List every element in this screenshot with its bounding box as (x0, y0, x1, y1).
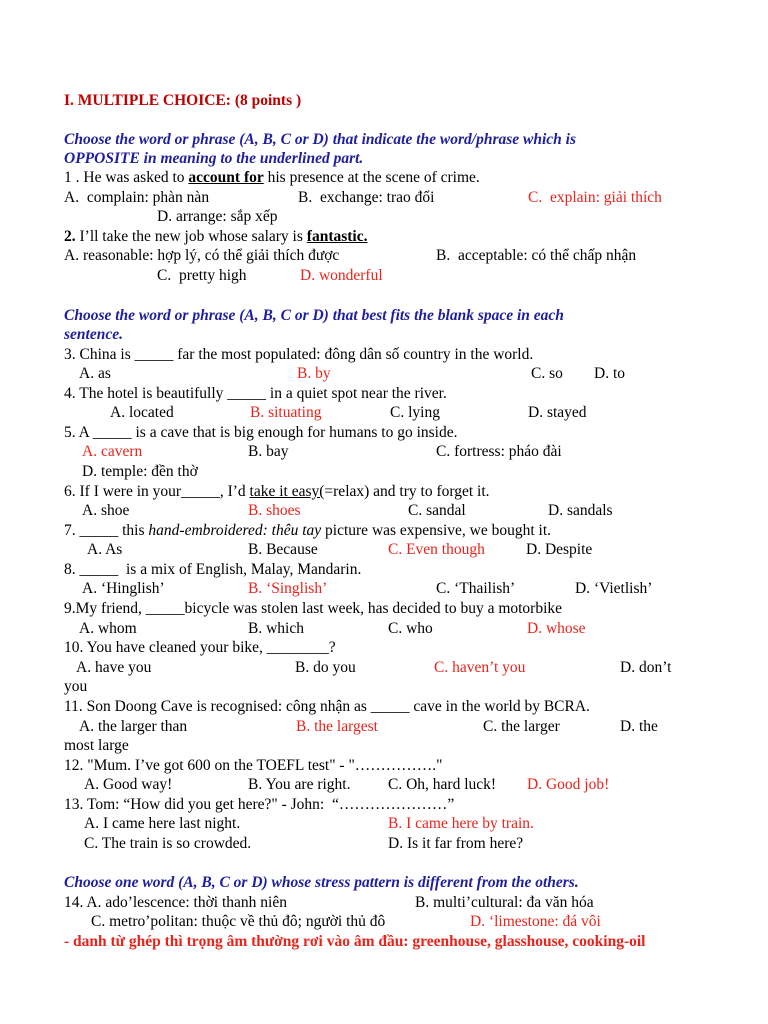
question-1-pre: 1 . He was asked to (64, 169, 189, 186)
instruction-opposite-line2: OPPOSITE in meaning to the underlined part. (64, 150, 364, 167)
question-10-option-c-answer: C. haven’t you (434, 659, 526, 676)
question-5-stem: 5. A _____ is a cave that is big enough for humans to go inside. (64, 424, 458, 441)
question-2-number: 2. (64, 228, 76, 245)
question-12-stem: 12. "Mum. I’ve got 600 on the TOEFL test" - "……………." (64, 757, 443, 774)
question-5-option-b: B. bay (248, 443, 289, 460)
question-7-option-c-answer: C. Even though (388, 541, 485, 558)
question-11-option-d-wrap: most large (64, 737, 129, 754)
question-7-italic: hand-embroidered: thêu tay (148, 522, 322, 539)
question-11-options (79, 717, 699, 736)
question-14-option-b: B. multi’cultural: đa văn hóa (415, 894, 594, 911)
question-2-option-d-answer: D. wonderful (300, 267, 383, 284)
stress-rule-note: - danh từ ghép thì trọng âm thường rơi vào âm đầu: greenhouse, glasshouse, cooking-oil (64, 933, 646, 950)
question-1-option-a: A. complain: phàn nàn (64, 189, 210, 206)
question-11-option-a: A. the larger than (79, 718, 188, 735)
question-9-options (79, 619, 719, 638)
question-14-option-c: C. metro’politan: thuộc về thủ đô; người thủ đô (91, 913, 386, 930)
question-6-post: =relax) and try to forget it. (324, 483, 490, 500)
question-6-pre: 6. If I were in your_____, I’d (64, 483, 250, 500)
question-8-option-b-answer: B. ‘Singlish’ (248, 580, 328, 597)
question-4-options (110, 403, 710, 422)
instruction-blank-line1: Choose the word or phrase (A, B, C or D) that best fits the blank space in each (64, 307, 564, 324)
question-6-stem (64, 482, 490, 501)
question-3-options (79, 364, 739, 383)
question-8-option-c: C. ‘Thailish’ (436, 580, 516, 597)
question-13-options-row2 (84, 834, 704, 853)
question-8-option-a: A. ‘Hinglish’ (82, 580, 165, 597)
question-12-option-b: B. You are right. (248, 776, 351, 793)
question-7-stem (64, 521, 551, 540)
question-4-option-c: C. lying (390, 404, 440, 421)
question-9-option-a: A. whom (79, 620, 137, 637)
question-10-option-b: B. do you (295, 659, 356, 676)
question-11-option-c: C. the larger (483, 718, 560, 735)
question-3-option-c: C. so (531, 365, 563, 382)
question-13-option-a: A. I came here last night. (84, 815, 241, 832)
question-6-underlined: take it easy( (249, 483, 325, 500)
question-6-option-d: D. sandals (548, 502, 613, 519)
question-4-option-d: D. stayed (528, 404, 587, 421)
question-13-options-row1 (84, 814, 704, 833)
question-5-option-d: D. temple: đền thờ (82, 463, 198, 480)
question-10-stem: 10. You have cleaned your bike, ________? (64, 639, 336, 656)
question-2-options-row1 (64, 246, 744, 265)
question-7-option-d: D. Despite (526, 541, 593, 558)
question-10-option-a: A. have you (76, 659, 152, 676)
question-3-option-a: A. as (79, 365, 111, 382)
section-title: I. MULTIPLE CHOICE: (8 points ) (64, 92, 302, 109)
instruction-opposite-line1: Choose the word or phrase (A, B, C or D) that indicate the word/phrase which is (64, 131, 577, 148)
question-7-post: picture was expensive, we bought it. (321, 522, 552, 539)
question-14-options-row2 (91, 912, 711, 931)
question-3-option-d: D. to (594, 365, 625, 382)
question-12-options (84, 775, 704, 794)
question-7-option-b: B. Because (248, 541, 318, 558)
question-11-option-b-answer: B. the largest (296, 718, 378, 735)
question-3-option-b-answer: B. by (297, 365, 331, 382)
question-2-underlined: fantastic. (306, 228, 368, 245)
question-11-stem: 11. Son Doong Cave is recognised: công nhận as _____ cave in the world by BCRA. (64, 698, 590, 715)
question-4-stem: 4. The hotel is beautifully _____ in a quiet spot near the river. (64, 385, 447, 402)
question-1-option-c-answer: C. explain: giải thích (528, 189, 662, 206)
question-8-option-d: D. ‘Vietlish’ (575, 580, 653, 597)
instruction-blank-line2: sentence. (64, 326, 123, 343)
question-5-option-c: C. fortress: pháo đài (436, 443, 562, 460)
question-2-option-b: B. acceptable: có thể chấp nhận (436, 247, 637, 264)
question-5-options (82, 442, 722, 461)
question-12-option-c: C. Oh, hard luck! (388, 776, 497, 793)
question-9-option-b: B. which (248, 620, 304, 637)
question-6-option-b-answer: B. shoes (248, 502, 301, 519)
question-13-option-c: C. The train is so crowded. (84, 835, 252, 852)
question-1-stem (64, 168, 480, 187)
question-2-pre: I’ll take the new job whose salary is (75, 228, 307, 245)
question-10-option-d-wrap: you (64, 678, 88, 695)
question-2-stem (64, 227, 367, 246)
question-10-option-d: D. don’t (620, 659, 672, 676)
question-5-option-a-answer: A. cavern (82, 443, 143, 460)
question-4-option-a: A. located (110, 404, 174, 421)
question-2-option-c: C. pretty high (157, 267, 247, 284)
question-13-option-d: D. Is it far from here? (388, 835, 524, 852)
question-13-stem: 13. Tom: “How did you get here?" - John: “…………………” (64, 796, 455, 813)
question-3-stem: 3. China is _____ far the most populated: đông dân số country in the world. (64, 346, 534, 363)
question-7-pre: 7. _____ this (64, 522, 149, 539)
question-12-option-a: A. Good way! (84, 776, 173, 793)
question-6-options (82, 501, 722, 520)
question-2-options-row2 (157, 266, 657, 285)
question-13-option-b-answer: B. I came here by train. (388, 815, 534, 832)
question-14-options-row1 (64, 893, 714, 912)
question-1-underlined: account for (188, 169, 264, 186)
question-14-option-a: 14. A. ado’lescence: thời thanh niên (64, 894, 287, 911)
question-1-post: his presence at the scene of crime. (263, 169, 480, 186)
question-12-option-d-answer: D. Good job! (527, 776, 610, 793)
question-2-option-a: A. reasonable: hợp lý, có thể giải thích được (64, 247, 340, 264)
question-11-option-d: D. the (620, 718, 658, 735)
question-1-options-row1 (64, 188, 744, 207)
question-6-option-c: C. sandal (408, 502, 466, 519)
question-7-option-a: A. As (87, 541, 123, 558)
question-8-stem: 8. _____ is a mix of English, Malay, Mandarin. (64, 561, 362, 578)
question-10-options (76, 658, 696, 677)
question-14-option-d-answer: D. ‘limestone: đá vôi (470, 913, 601, 930)
question-6-option-a: A. shoe (82, 502, 130, 519)
question-8-options (82, 579, 722, 598)
question-9-option-c: C. who (388, 620, 433, 637)
question-9-stem: 9.My friend, _____bicycle was stolen last week, has decided to buy a motorbike (64, 600, 563, 617)
question-1-option-b: B. exchange: trao đổi (298, 189, 435, 206)
question-4-option-b-answer: B. situating (250, 404, 322, 421)
question-7-options (87, 540, 727, 559)
question-9-option-d-answer: D. whose (527, 620, 586, 637)
question-1-option-d: D. arrange: sắp xếp (157, 208, 278, 225)
instruction-stress: Choose one word (A, B, C or D) whose stress pattern is different from the others. (64, 874, 579, 891)
